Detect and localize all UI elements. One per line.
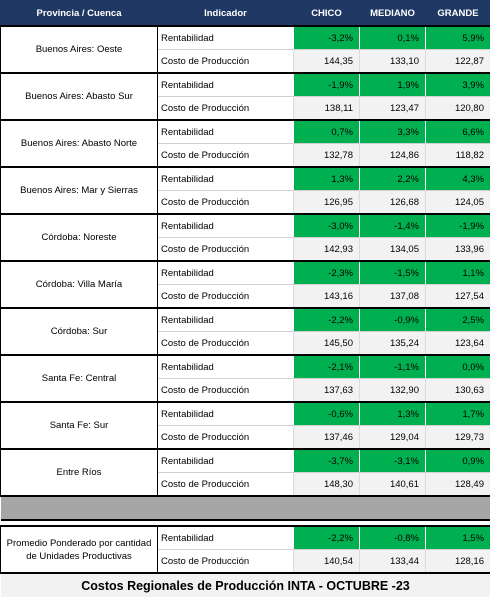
costo-mediano: 135,24 (360, 332, 426, 356)
rentabilidad-grande: 2,5% (426, 308, 490, 332)
region-4-rent-row (1, 214, 490, 238)
indicator-rentabilidad: Rentabilidad (158, 526, 294, 550)
region-name: Córdoba: Noreste (1, 214, 158, 261)
rentabilidad-grande: 1,1% (426, 261, 490, 285)
rentabilidad-grande: 0,9% (426, 449, 490, 473)
costo-mediano: 129,04 (360, 426, 426, 450)
separator-band (1, 496, 490, 520)
rentabilidad-mediano: -1,4% (360, 214, 426, 238)
region-name: Santa Fe: Central (1, 355, 158, 402)
costo-grande: 130,63 (426, 379, 490, 403)
costo-chico: 126,95 (294, 191, 360, 215)
indicator-costo: Costo de Producción (158, 285, 294, 309)
rentabilidad-chico: -0,6% (294, 402, 360, 426)
costo-grande: 118,82 (426, 144, 490, 168)
costo-grande: 128,16 (426, 550, 490, 574)
rentabilidad-mediano: 3,3% (360, 120, 426, 144)
rentabilidad-mediano: -0,8% (360, 526, 426, 550)
costo-chico: 138,11 (294, 97, 360, 121)
costo-chico: 142,93 (294, 238, 360, 262)
costo-chico: 137,63 (294, 379, 360, 403)
indicator-rentabilidad: Rentabilidad (158, 355, 294, 379)
rentabilidad-chico: -3,2% (294, 26, 360, 50)
indicator-costo: Costo de Producción (158, 238, 294, 262)
region-8-rent-row (1, 402, 490, 426)
rentabilidad-mediano: -3,1% (360, 449, 426, 473)
region-2-rent-row (1, 120, 490, 144)
rentabilidad-grande: 0,0% (426, 355, 490, 379)
indicator-costo: Costo de Producción (158, 426, 294, 450)
rentabilidad-mediano: -0,9% (360, 308, 426, 332)
average-rent-row (1, 526, 490, 550)
costo-mediano: 133,10 (360, 50, 426, 74)
region-name: Buenos Aires: Abasto Norte (1, 120, 158, 167)
indicator-rentabilidad: Rentabilidad (158, 120, 294, 144)
region-name: Entre Ríos (1, 449, 158, 496)
rentabilidad-grande: 3,9% (426, 73, 490, 97)
costo-grande: 124,05 (426, 191, 490, 215)
costo-mediano: 137,08 (360, 285, 426, 309)
region-name: Buenos Aires: Mar y Sierras (1, 167, 158, 214)
region-1-rent-row (1, 73, 490, 97)
rentabilidad-mediano: 0,1% (360, 26, 426, 50)
indicator-costo: Costo de Producción (158, 144, 294, 168)
costo-grande: 120,80 (426, 97, 490, 121)
costo-chico: 144,35 (294, 50, 360, 74)
costo-mediano: 132,90 (360, 379, 426, 403)
rentabilidad-chico: 1,3% (294, 167, 360, 191)
costo-mediano: 124,86 (360, 144, 426, 168)
region-name: Buenos Aires: Abasto Sur (1, 73, 158, 120)
header-chico: CHICO (294, 1, 360, 27)
region-6-rent-row (1, 308, 490, 332)
costo-grande: 128,49 (426, 473, 490, 497)
header-mediano: MEDIANO (360, 1, 426, 27)
rentabilidad-chico: -2,2% (294, 526, 360, 550)
costo-mediano: 133,44 (360, 550, 426, 574)
header-row (1, 1, 490, 27)
costo-grande: 123,64 (426, 332, 490, 356)
header-grande: GRANDE (426, 1, 490, 27)
rentabilidad-chico: -2,3% (294, 261, 360, 285)
costo-chico: 137,46 (294, 426, 360, 450)
indicator-costo: Costo de Producción (158, 97, 294, 121)
indicator-rentabilidad: Rentabilidad (158, 449, 294, 473)
indicator-costo: Costo de Producción (158, 379, 294, 403)
costo-chico: 148,30 (294, 473, 360, 497)
header-provincia: Provincia / Cuenca (1, 1, 158, 27)
indicator-rentabilidad: Rentabilidad (158, 308, 294, 332)
rentabilidad-chico: -1,9% (294, 73, 360, 97)
table-body (1, 26, 490, 597)
indicator-costo: Costo de Producción (158, 550, 294, 574)
indicator-rentabilidad: Rentabilidad (158, 402, 294, 426)
region-0-rent-row (1, 26, 490, 50)
costo-chico: 143,16 (294, 285, 360, 309)
region-9-rent-row (1, 449, 490, 473)
rentabilidad-chico: -2,1% (294, 355, 360, 379)
rentabilidad-mediano: 2,2% (360, 167, 426, 191)
region-5-rent-row (1, 261, 490, 285)
rentabilidad-grande: 6,6% (426, 120, 490, 144)
rentabilidad-chico: -3,7% (294, 449, 360, 473)
rentabilidad-chico: -3,0% (294, 214, 360, 238)
costo-mediano: 123,47 (360, 97, 426, 121)
costo-chico: 145,50 (294, 332, 360, 356)
region-7-rent-row (1, 355, 490, 379)
rentabilidad-grande: 5,9% (426, 26, 490, 50)
header-indicador: Indicador (158, 1, 294, 27)
indicator-rentabilidad: Rentabilidad (158, 26, 294, 50)
costo-mediano: 134,05 (360, 238, 426, 262)
indicator-rentabilidad: Rentabilidad (158, 261, 294, 285)
rentabilidad-grande: 1,5% (426, 526, 490, 550)
rentabilidad-chico: 0,7% (294, 120, 360, 144)
indicator-costo: Costo de Producción (158, 473, 294, 497)
separator-row (1, 496, 490, 520)
rentabilidad-mediano: -1,1% (360, 355, 426, 379)
rentabilidad-grande: 1,7% (426, 402, 490, 426)
rentabilidad-chico: -2,2% (294, 308, 360, 332)
costo-chico: 140,54 (294, 550, 360, 574)
region-name: Promedio Ponderado por cantidad de Unidades Productivas (1, 526, 158, 573)
region-name: Santa Fe: Sur (1, 402, 158, 449)
costo-grande: 127,54 (426, 285, 490, 309)
region-name: Córdoba: Villa María (1, 261, 158, 308)
footer-row (1, 573, 490, 597)
rentabilidad-mediano: 1,3% (360, 402, 426, 426)
region-name: Córdoba: Sur (1, 308, 158, 355)
region-3-rent-row (1, 167, 490, 191)
indicator-costo: Costo de Producción (158, 191, 294, 215)
region-name: Buenos Aires: Oeste (1, 26, 158, 73)
rentabilidad-grande: 4,3% (426, 167, 490, 191)
rentabilidad-mediano: 1,9% (360, 73, 426, 97)
rentabilidad-mediano: -1,5% (360, 261, 426, 285)
indicator-rentabilidad: Rentabilidad (158, 73, 294, 97)
costo-grande: 129,73 (426, 426, 490, 450)
costo-chico: 132,78 (294, 144, 360, 168)
indicator-rentabilidad: Rentabilidad (158, 167, 294, 191)
costo-grande: 122,87 (426, 50, 490, 74)
costo-mediano: 126,68 (360, 191, 426, 215)
costo-grande: 133,96 (426, 238, 490, 262)
indicator-costo: Costo de Producción (158, 332, 294, 356)
indicator-rentabilidad: Rentabilidad (158, 214, 294, 238)
indicator-costo: Costo de Producción (158, 50, 294, 74)
costo-mediano: 140,61 (360, 473, 426, 497)
rentabilidad-grande: -1,9% (426, 214, 490, 238)
footer-title: Costos Regionales de Producción INTA - OCTUBRE -23 (1, 573, 490, 597)
